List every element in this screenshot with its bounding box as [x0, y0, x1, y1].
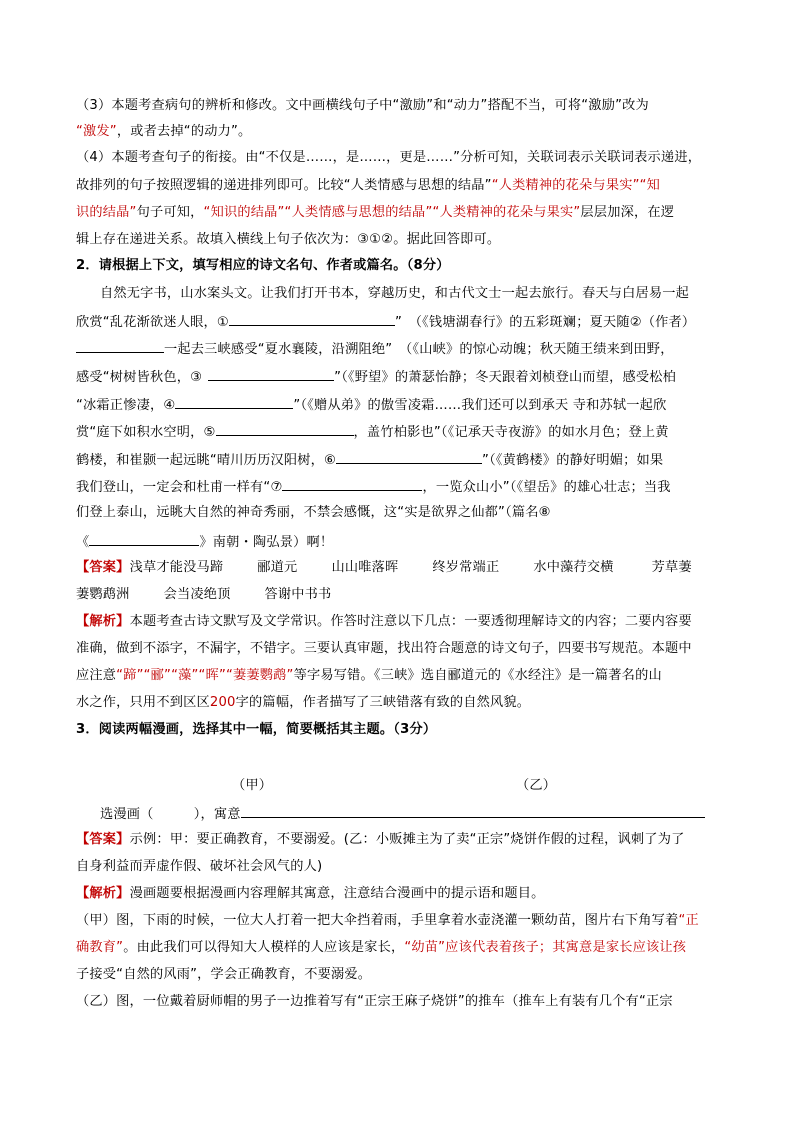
q2-text: 我们登山，一定会和杜甫一样有“⑦ — [76, 480, 283, 495]
answer-item: 会当凌绝顶 — [163, 587, 231, 602]
analysis-tag: 【解析】 — [76, 886, 130, 901]
answer-2-line-1 — [76, 558, 692, 578]
answer-3-line-1 — [76, 830, 684, 850]
q2-text: ”（《野望》的萧瑟怡静；冬天跟着刘桢登山而望，感受松柏 — [334, 370, 677, 385]
q2-line-5 — [76, 394, 666, 416]
analysis-tag: 【解析】 — [76, 614, 130, 629]
q2-text: 一起去三峡感受“夏水襄陵，沿溯阻绝” （《山峡》的惊心动魄；秋天随王绩来到田野， — [164, 342, 674, 357]
q2-text: 欣赏“乱花渐欲迷人眼，① — [76, 315, 229, 330]
item-4-text: 句子可知， — [136, 205, 204, 220]
meaning-blank[interactable] — [241, 803, 705, 818]
analysis-3-line-4: 子接受“自然的风雨”，学会正确教育，不要溺爱。 — [76, 967, 372, 982]
comic-label-jia: （甲） — [232, 778, 273, 793]
analysis-2-line-2: 准确，做到不添字，不漏字，不错字。三要认真审题，找出符合题意的诗文句子，四要书写规范。本题中 — [76, 641, 692, 656]
analysis-highlight: 200 — [209, 695, 236, 710]
question-3-title: 3．阅读两幅漫画，选择其中一幅，简要概括其主题。（3分） — [76, 722, 437, 737]
item-3-line-1: （3）本题考查病句的辨析和修改。文中画横线句子中“激励”和“动力”搭配不当，可将“激励”改为 — [76, 98, 649, 113]
item-3-rest: ，或者去掉“的动力”。 — [116, 124, 252, 139]
q2-text: 鹤楼，和崔颢一起远眺“晴川历历汉阳树，⑥ — [76, 453, 337, 468]
analysis-highlight: “正 — [678, 913, 699, 928]
analysis-text: （甲）图，下雨的时候，一位大人打着一把大伞挡着雨，手里拿着水壶浇灌一颗幼苗，图片右下角写着 — [76, 913, 679, 928]
q2-text: ”（《赠从弟》的傲雪凌霜……我们还可以到承天 寺和苏轼一起欣 — [293, 398, 667, 413]
item-3-highlight: “激发” — [76, 124, 117, 139]
item-4-line-2 — [76, 176, 660, 196]
blank-7[interactable] — [282, 476, 422, 491]
q2-line-8 — [76, 476, 671, 498]
choose-comic-line — [100, 803, 705, 825]
q2-line-6 — [76, 421, 669, 443]
answer-text: 示例：甲：要正确教育，不要溺爱。(乙：小贩摊主为了卖“正宗”烧饼作假的过程，讽刺了为了 — [129, 832, 685, 847]
answer-item: 浅草才能没马蹄 — [129, 560, 224, 575]
analysis-2-line-4 — [76, 693, 530, 713]
item-4-line-3 — [76, 203, 674, 223]
q2-text: 》南朝・陶弘景）啊！ — [199, 535, 334, 550]
q2-text: “冰霜正惨凄，④ — [76, 398, 176, 413]
blank-3[interactable] — [208, 366, 334, 381]
blank-4[interactable] — [175, 394, 293, 409]
comic-label-yi: （乙） — [516, 778, 557, 793]
blank-5[interactable] — [216, 421, 354, 436]
analysis-3-line-3 — [76, 938, 686, 958]
q2-line-7 — [76, 449, 663, 471]
q2-text: ，盖竹柏影也”（《记承天寺夜游》的如水月色；登上黄 — [353, 425, 669, 440]
q2-line-10 — [76, 531, 333, 553]
answer-tag: 【答案】 — [76, 832, 130, 847]
item-4-line-1: （4）本题考查句子的衔接。由“不仅是……，是……，更是……”分析可知，关联词表示关联词表示递进， — [76, 150, 702, 165]
q2-text: 赏“庭下如积水空明，⑤ — [76, 425, 216, 440]
q2-text: 感受“树树皆秋色，③ — [76, 370, 203, 385]
answer-item: 终岁常端正 — [432, 560, 500, 575]
analysis-2-line-3 — [76, 666, 662, 686]
answer-tag: 【答案】 — [76, 560, 130, 575]
blank-1[interactable] — [229, 311, 395, 326]
q2-text: ” （《钱塘湖春行》的五彩斑斓；夏天随②（作者） — [394, 315, 696, 330]
choose-comic-text: 选漫画（ ），寓意 — [100, 807, 241, 822]
q2-text: ”（《黄鹤楼》的静好明媚；如果 — [482, 453, 664, 468]
item-4-highlight: 识的结晶” — [76, 205, 137, 220]
analysis-highlight: “幼苗”应该代表着孩子；其寓意是家长应该让孩 — [404, 940, 687, 955]
q2-text: 《 — [76, 535, 90, 550]
q2-line-9: 们登上泰山，远眺大自然的神奇秀丽，不禁会感慨，这“实是欲界之仙都”（篇名⑧ — [76, 505, 551, 520]
answer-3-line-2: 自身利益而弄虚作假、破坏社会风气的人) — [76, 859, 323, 874]
analysis-highlight: 确教育” — [76, 940, 124, 955]
analysis-text: 应注意 — [76, 668, 117, 683]
blank-6[interactable] — [336, 449, 482, 464]
question-2-title: 2．请根据上下文，填写相应的诗文名句、作者或篇名。（8分） — [76, 258, 450, 273]
answer-item: 郦道元 — [257, 560, 298, 575]
blank-8[interactable] — [89, 531, 199, 546]
answer-item: 水中藻荇交横 — [533, 560, 614, 575]
analysis-3-line-1 — [76, 884, 545, 904]
q2-line-2 — [76, 311, 695, 333]
analysis-3-line-2 — [76, 911, 699, 931]
analysis-2-line-1 — [76, 612, 692, 632]
analysis-text: 水之作，只用不到区区 — [76, 695, 210, 710]
analysis-text: 。由此我们可以得知大人模样的人应该是家长， — [123, 940, 405, 955]
answer-item: 萋鹦鹉洲 — [76, 587, 130, 602]
item-4-highlight: “人类精神的花朵与果实”“知 — [491, 178, 661, 193]
analysis-highlight: “蹄”“郦”“藻”“晖”“萋萋鹦鹉” — [116, 668, 294, 683]
answer-2-line-2 — [76, 585, 331, 605]
item-4-text: 故排列的句子按照逻辑的递进排列即可。比较“人类情感与思想的结晶” — [76, 178, 492, 193]
answer-item: 山山唯落晖 — [331, 560, 399, 575]
item-4-line-4: 辑上存在递进关系。故填入横线上句子依次为：③①②。据此回答即可。 — [76, 232, 501, 247]
answer-item: 芳草萋 — [651, 560, 692, 575]
q2-line-4 — [76, 366, 676, 388]
analysis-text: 本题考查古诗文默写及文学常识。作答时注意以下几点：一要透彻理解诗文的内容；二要内容要 — [129, 614, 692, 629]
answer-item: 答谢中书书 — [264, 587, 332, 602]
q2-text: ，一览众山小”（《望岳》的雄心壮志；当我 — [422, 480, 671, 495]
q2-line-1: 自然无字书，山水案头文。让我们打开书本，穿越历史，和古代文士一起去旅行。春天与白居易一起 — [100, 286, 690, 301]
item-3-line-2 — [76, 122, 251, 142]
item-4-highlight: “知识的结晶”“人类情感与思想的结晶”“人类精神的花朵与果实” — [203, 205, 581, 220]
q2-line-3 — [76, 338, 674, 360]
item-4-text: 层层加深，在逻 — [580, 205, 675, 220]
analysis-text: 字的篇幅，作者描写了三峡错落有致的自然风貌。 — [235, 695, 531, 710]
blank-2[interactable] — [76, 338, 164, 353]
analysis-3-line-5: （乙）图，一位戴着厨师帽的男子一边推着写有“正宗王麻子烧饼”的推车（推车上有装有几个有“正宗 — [76, 994, 673, 1009]
analysis-text: 漫画题要根据漫画内容理解其寓意，注意结合漫画中的提示语和题目。 — [129, 886, 545, 901]
analysis-text: 等字易写错。《三峡》选自郦道元的《水经注》是一篇著名的山 — [293, 668, 662, 683]
